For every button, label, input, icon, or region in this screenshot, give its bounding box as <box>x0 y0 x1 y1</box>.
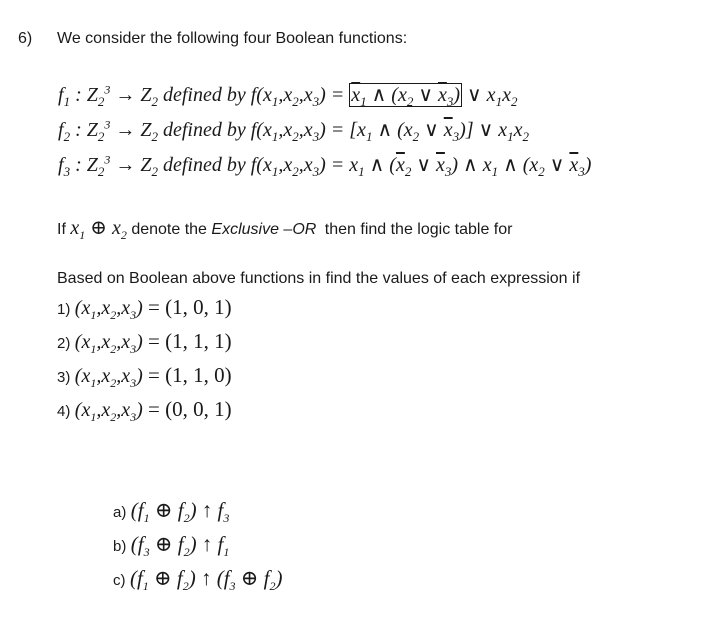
expression-item: b) ($f_3$ ⊕ $f_2$) ↑ $f_1$ <box>113 532 230 560</box>
case-item: 3) $(x_1,x_2,x_3) = (1$, 1, 0) <box>57 363 232 390</box>
xor-if: If <box>57 221 66 238</box>
question-intro: We consider the following four Boolean functions: <box>57 30 408 47</box>
case-item: 1) $(x_1,x_2,x_3) = (1$, 0, 1) <box>57 295 232 322</box>
f2-defined-by: defined by <box>162 119 246 141</box>
expression-item: c) ($f_1$ ⊕ $f_2$) ↑ ($f_3$ ⊕ $f_2$) <box>113 566 283 594</box>
function-f3: $f_3$ : $Z_2^3 \to Z_2$ defined by $f(x_1,x_2,x_3) = x_1$ ∧ ($\overline{x}_2$ ∨ $\overline{x}_3$) ∧ $x_1$ ∧ ($x_2$ ∨ $\overline{x}_3$) <box>58 152 592 179</box>
based-on-text: Based on Boolean above functions in find the values of each expression if <box>57 270 581 287</box>
f1-defined-by: defined by <box>162 84 246 106</box>
xor-statement: If $x_1$ ⊕ $x_2$ denote the Exclusive –OR then find the logic table for <box>57 217 513 242</box>
xor-name: Exclusive –OR <box>211 221 317 238</box>
case-list <box>57 295 232 431</box>
case-item: 4) $(x_1,x_2,x_3) = (0$, 0, 1) <box>57 397 232 424</box>
function-f1: $f_1$ : $Z_2^3 \to Z_2$ defined by $f(x_1,x_2,x_3) = \overline{x}_1$ ∧ ($x_2$ ∨ $\overline{x}_3$) ∨ $x_1x_2$ <box>58 82 518 109</box>
f3-defined-by: defined by <box>162 154 246 176</box>
xor-tail: then find the logic table for <box>324 221 513 238</box>
expression-list <box>113 497 282 599</box>
expression-item: a) ($f_1$ ⊕ $f_2$) ↑ $f_3$ <box>113 498 230 526</box>
case-item: 2) $(x_1,x_2,x_3) = (1$, 1, 1) <box>57 329 232 356</box>
function-f2: $f_2$ : $Z_2^3 \to Z_2$ defined by $f(x_1,x_2,x_3) = [x_1$ ∧ ($x_2$ ∨ $\overline{x}_3$)] ∨ $x_1x_2$ <box>58 117 530 144</box>
question-number: 6) <box>18 30 33 47</box>
xor-denote: denote the <box>131 221 207 238</box>
